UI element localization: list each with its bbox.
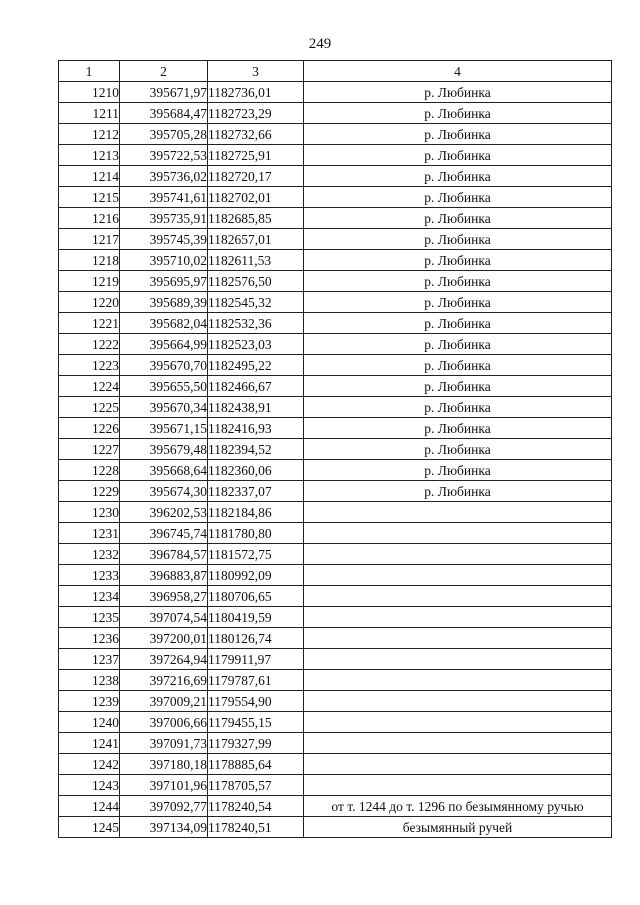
x-coordinate-cell: 395671,97 (120, 82, 208, 103)
description-cell (304, 670, 612, 691)
description-cell: р. Любинка (304, 334, 612, 355)
x-coordinate-cell: 395705,28 (120, 124, 208, 145)
x-coordinate-cell: 397006,66 (120, 712, 208, 733)
y-coordinate-cell: 1182466,67 (208, 376, 304, 397)
point-number-cell: 1215 (59, 187, 120, 208)
y-coordinate-cell: 1178240,54 (208, 796, 304, 817)
x-coordinate-cell: 395710,02 (120, 250, 208, 271)
y-coordinate-cell: 1179787,61 (208, 670, 304, 691)
x-coordinate-cell: 396883,87 (120, 565, 208, 586)
point-number-cell: 1221 (59, 313, 120, 334)
point-number-cell: 1231 (59, 523, 120, 544)
point-number-cell: 1220 (59, 292, 120, 313)
table-row (59, 376, 612, 397)
point-number-cell: 1218 (59, 250, 120, 271)
y-coordinate-cell: 1182337,07 (208, 481, 304, 502)
description-cell: р. Любинка (304, 250, 612, 271)
x-coordinate-cell: 395741,61 (120, 187, 208, 208)
description-cell (304, 607, 612, 628)
x-coordinate-cell: 395668,64 (120, 460, 208, 481)
point-number-cell: 1240 (59, 712, 120, 733)
table-row (59, 187, 612, 208)
y-coordinate-cell: 1182532,36 (208, 313, 304, 334)
description-cell: р. Любинка (304, 103, 612, 124)
point-number-cell: 1216 (59, 208, 120, 229)
x-coordinate-cell: 395655,50 (120, 376, 208, 397)
x-coordinate-cell: 397092,77 (120, 796, 208, 817)
point-number-cell: 1222 (59, 334, 120, 355)
description-cell: р. Любинка (304, 376, 612, 397)
description-cell: р. Любинка (304, 481, 612, 502)
point-number-cell: 1235 (59, 607, 120, 628)
coordinates-table (58, 60, 612, 838)
table-row (59, 712, 612, 733)
point-number-cell: 1225 (59, 397, 120, 418)
x-coordinate-cell: 397091,73 (120, 733, 208, 754)
y-coordinate-cell: 1182394,52 (208, 439, 304, 460)
y-coordinate-cell: 1179327,99 (208, 733, 304, 754)
description-cell: от т. 1244 до т. 1296 по безымянному ручью (304, 796, 612, 817)
x-coordinate-cell: 396784,57 (120, 544, 208, 565)
point-number-cell: 1244 (59, 796, 120, 817)
y-coordinate-cell: 1182416,93 (208, 418, 304, 439)
description-cell: р. Любинка (304, 145, 612, 166)
x-coordinate-cell: 395735,91 (120, 208, 208, 229)
description-cell (304, 733, 612, 754)
table-row (59, 145, 612, 166)
table-row (59, 796, 612, 817)
y-coordinate-cell: 1178705,57 (208, 775, 304, 796)
description-cell: р. Любинка (304, 229, 612, 250)
x-coordinate-cell: 396202,53 (120, 502, 208, 523)
description-cell: р. Любинка (304, 208, 612, 229)
point-number-cell: 1232 (59, 544, 120, 565)
description-cell: р. Любинка (304, 292, 612, 313)
table-row (59, 775, 612, 796)
table-row (59, 292, 612, 313)
table-row (59, 250, 612, 271)
table-body (59, 82, 612, 838)
x-coordinate-cell: 395684,47 (120, 103, 208, 124)
description-cell (304, 754, 612, 775)
x-coordinate-cell: 395670,34 (120, 397, 208, 418)
y-coordinate-cell: 1182720,17 (208, 166, 304, 187)
table-row (59, 754, 612, 775)
description-cell (304, 712, 612, 733)
y-coordinate-cell: 1179554,90 (208, 691, 304, 712)
point-number-cell: 1212 (59, 124, 120, 145)
table-row (59, 691, 612, 712)
description-cell (304, 775, 612, 796)
description-cell (304, 544, 612, 565)
y-coordinate-cell: 1182576,50 (208, 271, 304, 292)
y-coordinate-cell: 1182736,01 (208, 82, 304, 103)
table-row (59, 565, 612, 586)
table-row (59, 313, 612, 334)
description-cell (304, 691, 612, 712)
table-row (59, 544, 612, 565)
point-number-cell: 1237 (59, 649, 120, 670)
description-cell: р. Любинка (304, 271, 612, 292)
description-cell (304, 586, 612, 607)
table-row (59, 649, 612, 670)
x-coordinate-cell: 396745,74 (120, 523, 208, 544)
y-coordinate-cell: 1182545,32 (208, 292, 304, 313)
x-coordinate-cell: 395689,39 (120, 292, 208, 313)
description-cell: р. Любинка (304, 397, 612, 418)
table-row (59, 82, 612, 103)
x-coordinate-cell: 397200,01 (120, 628, 208, 649)
y-coordinate-cell: 1182732,66 (208, 124, 304, 145)
point-number-cell: 1219 (59, 271, 120, 292)
point-number-cell: 1239 (59, 691, 120, 712)
point-number-cell: 1243 (59, 775, 120, 796)
description-cell: р. Любинка (304, 418, 612, 439)
column-header-1: 1 (59, 61, 120, 82)
y-coordinate-cell: 1182685,85 (208, 208, 304, 229)
description-cell (304, 565, 612, 586)
x-coordinate-cell: 395674,30 (120, 481, 208, 502)
point-number-cell: 1230 (59, 502, 120, 523)
x-coordinate-cell: 397074,54 (120, 607, 208, 628)
description-cell: р. Любинка (304, 166, 612, 187)
column-header-3: 3 (208, 61, 304, 82)
point-number-cell: 1241 (59, 733, 120, 754)
point-number-cell: 1233 (59, 565, 120, 586)
point-number-cell: 1242 (59, 754, 120, 775)
y-coordinate-cell: 1181780,80 (208, 523, 304, 544)
table-row (59, 229, 612, 250)
x-coordinate-cell: 397180,18 (120, 754, 208, 775)
x-coordinate-cell: 397009,21 (120, 691, 208, 712)
point-number-cell: 1224 (59, 376, 120, 397)
description-cell (304, 628, 612, 649)
table-row (59, 481, 612, 502)
table-row (59, 397, 612, 418)
y-coordinate-cell: 1182360,06 (208, 460, 304, 481)
y-coordinate-cell: 1180992,09 (208, 565, 304, 586)
page-number: 249 (308, 36, 332, 52)
x-coordinate-cell: 397264,94 (120, 649, 208, 670)
description-cell: р. Любинка (304, 313, 612, 334)
point-number-cell: 1236 (59, 628, 120, 649)
x-coordinate-cell: 395682,04 (120, 313, 208, 334)
table-row (59, 334, 612, 355)
point-number-cell: 1210 (59, 82, 120, 103)
y-coordinate-cell: 1180706,65 (208, 586, 304, 607)
point-number-cell: 1238 (59, 670, 120, 691)
point-number-cell: 1229 (59, 481, 120, 502)
description-cell: р. Любинка (304, 187, 612, 208)
x-coordinate-cell: 395722,53 (120, 145, 208, 166)
table-row (59, 628, 612, 649)
x-coordinate-cell: 397216,69 (120, 670, 208, 691)
table-row (59, 271, 612, 292)
table-row (59, 124, 612, 145)
x-coordinate-cell: 395736,02 (120, 166, 208, 187)
table-row (59, 523, 612, 544)
y-coordinate-cell: 1182495,22 (208, 355, 304, 376)
y-coordinate-cell: 1179455,15 (208, 712, 304, 733)
y-coordinate-cell: 1182657,01 (208, 229, 304, 250)
column-header-2: 2 (120, 61, 208, 82)
y-coordinate-cell: 1182184,86 (208, 502, 304, 523)
table-row (59, 208, 612, 229)
y-coordinate-cell: 1179911,97 (208, 649, 304, 670)
point-number-cell: 1245 (59, 817, 120, 838)
y-coordinate-cell: 1182725,91 (208, 145, 304, 166)
description-cell: р. Любинка (304, 439, 612, 460)
y-coordinate-cell: 1182523,03 (208, 334, 304, 355)
description-cell: р. Любинка (304, 82, 612, 103)
point-number-cell: 1214 (59, 166, 120, 187)
point-number-cell: 1217 (59, 229, 120, 250)
table-row (59, 355, 612, 376)
y-coordinate-cell: 1182611,53 (208, 250, 304, 271)
description-cell (304, 649, 612, 670)
table-row (59, 733, 612, 754)
description-cell: р. Любинка (304, 124, 612, 145)
point-number-cell: 1213 (59, 145, 120, 166)
x-coordinate-cell: 395670,70 (120, 355, 208, 376)
x-coordinate-cell: 395679,48 (120, 439, 208, 460)
description-cell (304, 502, 612, 523)
point-number-cell: 1227 (59, 439, 120, 460)
header-row (59, 61, 612, 82)
x-coordinate-cell: 396958,27 (120, 586, 208, 607)
column-header-4: 4 (304, 61, 612, 82)
y-coordinate-cell: 1182438,91 (208, 397, 304, 418)
table-row (59, 586, 612, 607)
point-number-cell: 1223 (59, 355, 120, 376)
description-cell: безымянный ручей (304, 817, 612, 838)
table-row (59, 103, 612, 124)
table-row (59, 670, 612, 691)
point-number-cell: 1226 (59, 418, 120, 439)
table-row (59, 418, 612, 439)
point-number-cell: 1234 (59, 586, 120, 607)
y-coordinate-cell: 1178240,51 (208, 817, 304, 838)
x-coordinate-cell: 395671,15 (120, 418, 208, 439)
description-cell (304, 523, 612, 544)
table-row (59, 607, 612, 628)
description-cell: р. Любинка (304, 460, 612, 481)
y-coordinate-cell: 1180419,59 (208, 607, 304, 628)
table-row (59, 166, 612, 187)
x-coordinate-cell: 395745,39 (120, 229, 208, 250)
point-number-cell: 1228 (59, 460, 120, 481)
y-coordinate-cell: 1182702,01 (208, 187, 304, 208)
y-coordinate-cell: 1178885,64 (208, 754, 304, 775)
table-row (59, 460, 612, 481)
table-row (59, 817, 612, 838)
y-coordinate-cell: 1182723,29 (208, 103, 304, 124)
table-row (59, 439, 612, 460)
description-cell: р. Любинка (304, 355, 612, 376)
y-coordinate-cell: 1181572,75 (208, 544, 304, 565)
x-coordinate-cell: 395695,97 (120, 271, 208, 292)
point-number-cell: 1211 (59, 103, 120, 124)
x-coordinate-cell: 397134,09 (120, 817, 208, 838)
y-coordinate-cell: 1180126,74 (208, 628, 304, 649)
table-row (59, 502, 612, 523)
x-coordinate-cell: 395664,99 (120, 334, 208, 355)
x-coordinate-cell: 397101,96 (120, 775, 208, 796)
